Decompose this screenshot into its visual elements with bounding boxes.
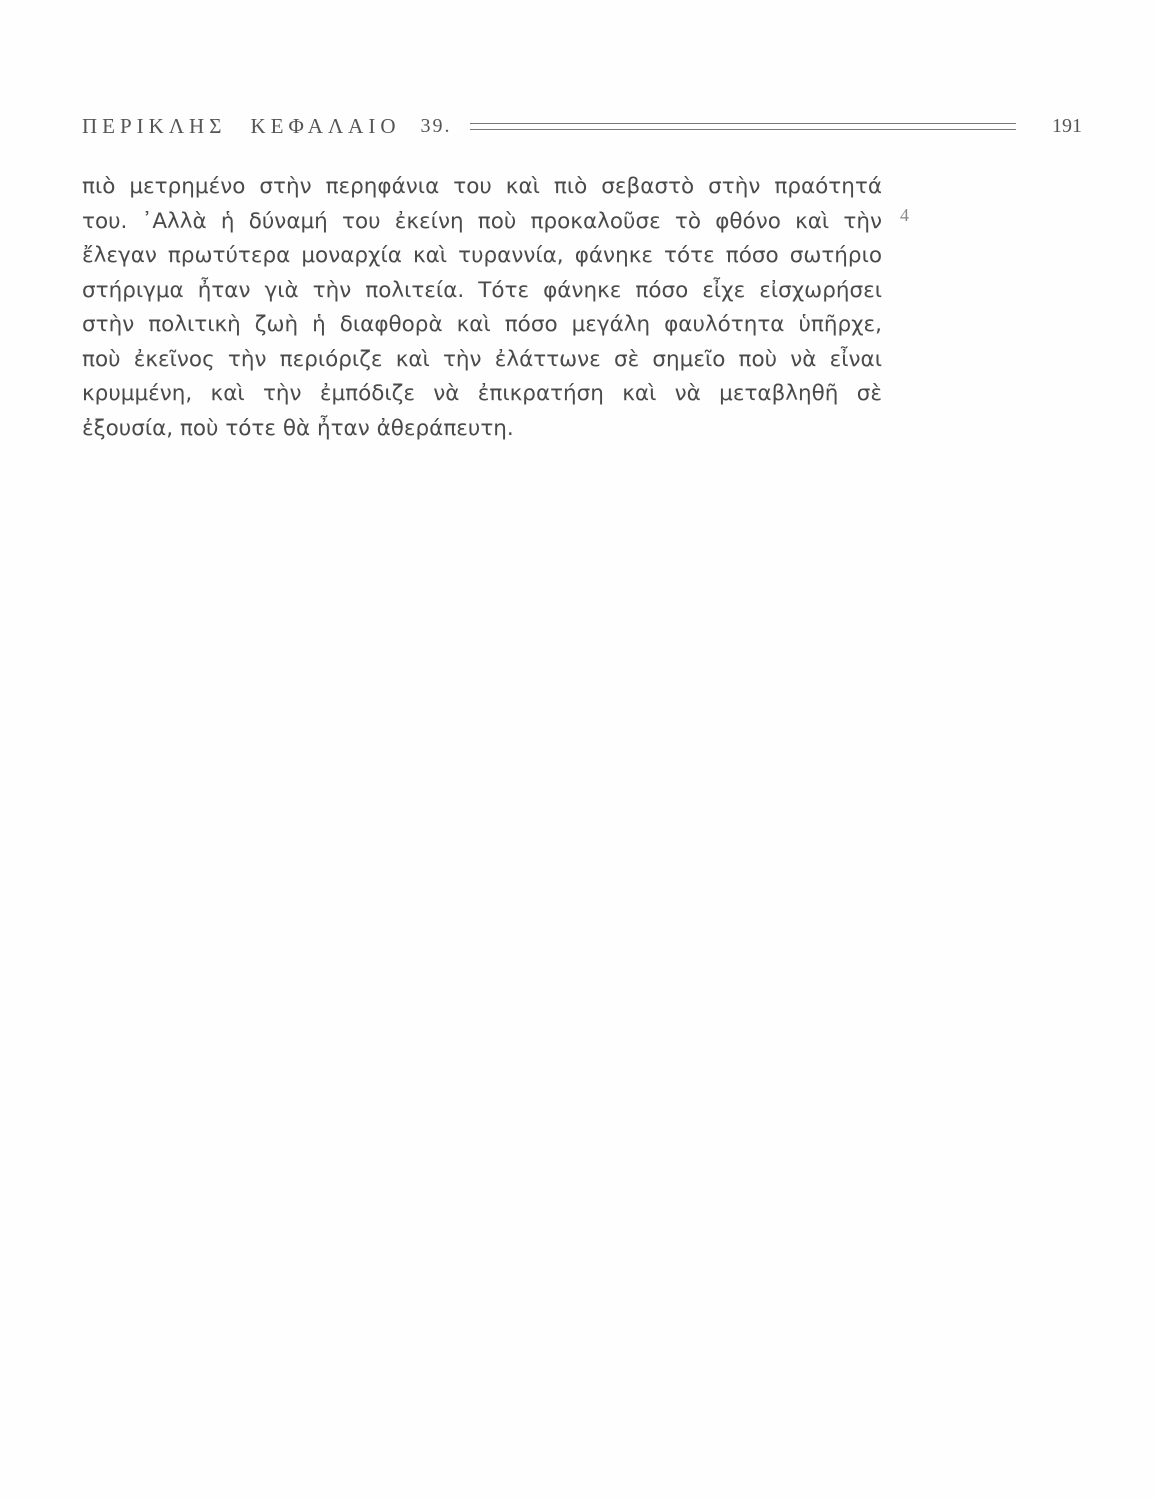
- header-double-rule: [470, 123, 1016, 130]
- text-line: κρυμμένη, καὶ τὴν ἐμπόδιζε νὰ ἐπικρατήση καὶ νὰ μεταβληθῆ σὲ: [82, 381, 882, 406]
- header-chapter-label: ΚΕΦΑΛΑΙΟ: [250, 113, 401, 138]
- page-number: 191: [1052, 114, 1082, 137]
- running-header: [82, 110, 1082, 142]
- text-line: ποὺ ἐκεῖνος τὴν περιόριζε καὶ τὴν ἐλάττωνε σὲ σημεῖο ποὺ νὰ εἶναι: [82, 346, 882, 372]
- header-title: ΠΕΡΙΚΛΗΣ: [82, 113, 227, 138]
- header-chapter-number: 39.: [420, 114, 452, 137]
- margin-line-number: 4: [900, 205, 909, 225]
- body-paragraph: [82, 170, 882, 446]
- text-line: στὴν πολιτικὴ ζωὴ ἡ διαφθορὰ καὶ πόσο μεγάλη φαυλότητα ὑπῆρχε,: [82, 312, 882, 337]
- text-line: ἐξουσία, ποὺ τότε θὰ ἦταν ἀθεράπευτη.: [82, 415, 514, 441]
- text-line: πιὸ μετρημένο στὴν περηφάνια του καὶ πιὸ σεβαστὸ στὴν πραότητά: [82, 174, 882, 199]
- text-line: στήριγμα ἦταν γιὰ τὴν πολιτεία. Τότε φάνηκε πόσο εἶχε εἰσχωρήσει: [82, 277, 882, 303]
- text-line: του. ᾿Αλλὰ ἡ δύναμή του ἐκείνη ποὺ προκαλοῦσε τὸ φθόνο καὶ τὴν: [82, 208, 882, 234]
- text-line: ἔλεγαν πρωτύτερα μοναρχία καὶ τυραννία, φάνηκε τότε πόσο σωτήριο: [82, 243, 882, 268]
